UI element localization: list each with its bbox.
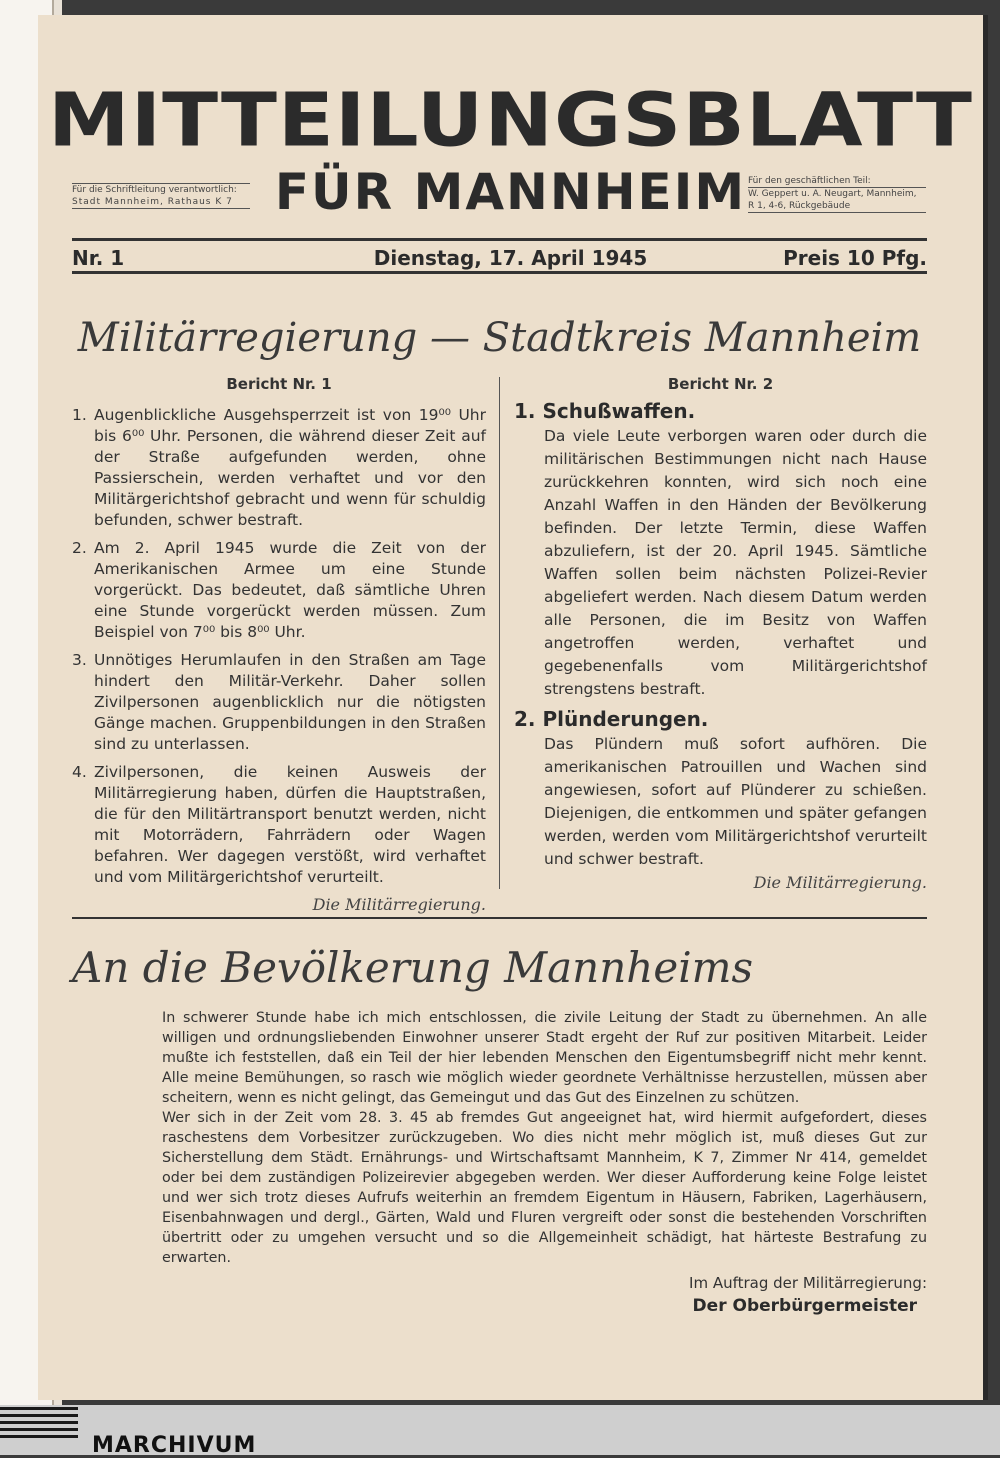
issue-rule-bottom [72, 271, 927, 274]
issue-price: Preis 10 Pfg. [783, 246, 927, 270]
logo-stripe [0, 1421, 78, 1424]
appeal-body [162, 1008, 927, 1316]
list-item [72, 762, 486, 888]
item-number: 1. [72, 406, 87, 424]
newspaper-page [38, 15, 988, 1400]
issue-date: Dienstag, 17. April 1945 [373, 246, 648, 270]
report-1-list [72, 405, 486, 888]
list-item [72, 405, 486, 531]
left-info-line-1: Für die Schriftleitung verantwortlich: [72, 185, 237, 195]
masthead-right-info [748, 175, 926, 213]
appeal-sign-line-1: Im Auftrag der Militärregierung: [689, 1274, 927, 1292]
masthead-title: MITTEILUNGSBLATT [48, 77, 973, 164]
logo-stripe [0, 1407, 78, 1410]
item-text: Zivilpersonen, die keinen Ausweis der Militärregierung haben, dürfen die Hauptstraßen, die für den Militärtransport benutzt werden, nicht mit Motorrädern, Fahrrädern oder Wagen befahren. Wer dagegen verstößt, wird verhaftet und vom Militärgerichtshof verurteilt. [94, 763, 486, 886]
report-1-signature: Die Militärregierung. [312, 895, 486, 914]
appeal-paragraph-1: In schwerer Stunde habe ich mich entschlossen, die zivile Leitung der Stadt zu übernehmen. An alle willigen und ordnungsliebenden Einwohner unserer Stadt ergeht der Ruf zur positiven Mitarbeit. Leider mußte ich feststellen, daß ein Teil der hier lebenden Menschen den Eigentumsbegriff nicht mehr kennt. Alle meine Bemühungen, so rasch wie möglich wieder geordnete Verhältnisse herzustellen, müssen aber scheitern, wenn es nicht gelingt, das Gemeingut und das Gut des Einzelnen zu schützen. [162, 1010, 927, 1106]
archive-brand: MARCHIVUM [92, 1433, 257, 1458]
logo-stripe [0, 1428, 78, 1431]
right-info-line-1: Für den geschäftlichen Teil: [748, 176, 871, 186]
report-2-title: Bericht Nr. 2 [667, 375, 774, 393]
issue-number: Nr. 1 [72, 246, 125, 270]
column-divider [499, 377, 500, 889]
item-text: Augenblickliche Ausgehsperrzeit ist von 19⁰⁰ Uhr bis 6⁰⁰ Uhr. Personen, die während dieser Zeit auf der Straße aufgefunden werden, ohne Passierschein, werden verhaftet und vor den Militärgerichtshof gebracht und wenn für schuldig befunden, schwer bestraft. [94, 406, 486, 529]
item-number: 2. [72, 539, 87, 557]
section-divider [72, 917, 927, 919]
appeal-sign-line-2: Der Oberbürgermeister [692, 1296, 917, 1316]
list-item [72, 650, 486, 755]
left-info-line-2: Stadt Mannheim, Rathaus K 7 [72, 197, 233, 207]
section-text-looting: Das Plündern muß sofort aufhören. Die amerikanischen Patrouillen und Wachen sind angewiesen, sofort auf Plünderer zu schießen. Diejenigen, die entkommen und später gefangen werden, werden vom Militärgerichtshof verurteilt und schwer bestraft. [544, 735, 927, 868]
item-number: 4. [72, 763, 87, 781]
appeal-paragraph-2: Wer sich in der Zeit vom 28. 3. 45 ab fremdes Gut angeeignet hat, wird hiermit aufgefordert, dieses raschestens dem Vorbesitzer zurückzugeben. Wo dies nicht mehr möglich ist, muß dieses Gut zur Sicherstellung dem Städt. Ernährungs- und Wirtschaftsamt Mannheim, K 7, Zimmer Nr 414, gemeldet oder bei dem zuständigen Polizeirevier abgegeben werden. Wer dieser Aufforderung keine Folge leistet und wer sich trotz dieses Aufrufs weiterhin an fremdem Eigentum in Häusern, Fabriken, Lagerhäusern, Eisenbahnwagen und dergl., Gärten, Wald und Fluren vergreift oder sonst die bestehenden Vorschriften übertritt oder zu umgehen versucht und so die Allgemeinheit schädigt, hat härteste Bestrafung zu erwarten. [162, 1110, 927, 1266]
section-title-firearms: 1. Schußwaffen. [514, 399, 696, 423]
info-rule [748, 212, 926, 213]
section-heading-population: An die Bevölkerung Mannheims [72, 943, 754, 992]
archive-footer [0, 1405, 1000, 1458]
report-1-title: Bericht Nr. 1 [226, 375, 332, 393]
item-number: 3. [72, 651, 87, 669]
logo-stripe [0, 1414, 78, 1417]
list-item [72, 538, 486, 643]
masthead-subtitle: FÜR MANNHEIM [274, 163, 747, 221]
report-2-column [514, 375, 927, 892]
logo-stripe [0, 1435, 78, 1438]
section-title-looting: 2. Plünderungen. [514, 707, 709, 731]
section-text-firearms: Da viele Leute verborgen waren oder durch die militärischen Bestimmungen nicht nach Hause zurückkehren konnten, wird sich noch eine Anzahl Waffen in den Händen der Bevölkerung befinden. Der letzte Termin, diese Waffen abzuliefern, ist der 20. April 1945. Sämtliche Waffen sollen beim nächsten Polizei-Revier abgeliefert werden. Nach diesem Datum werden alle Personen, die im Besitz von Waffen angetroffen werden, verhaftet und gegebenenfalls vom Militärgerichtshof strengstens bestraft. [544, 427, 927, 698]
item-text: Unnötiges Herumlaufen in den Straßen am Tage hindert den Militär-Verkehr. Daher sollen Zivilpersonen augenblicklich nur die nötigsten Gänge machen. Gruppenbildungen in den Straßen sind zu unterlassen. [94, 651, 486, 753]
marchivum-logo-icon [0, 1407, 78, 1453]
section-heading-military: Militärregierung — Stadtkreis Mannheim [77, 315, 922, 361]
report-2-signature: Die Militärregierung. [753, 873, 927, 892]
issue-rule-top [72, 238, 927, 241]
right-info-line-2: W. Geppert u. A. Neugart, Mannheim, [748, 189, 917, 199]
right-info-line-3: R 1, 4-6, Rückgebäude [748, 201, 851, 211]
item-text: Am 2. April 1945 wurde die Zeit von der Amerikanischen Armee um eine Stunde vorgerückt. Das bedeutet, daß sämtliche Uhren eine Stunde vorgerückt werden müssen. Zum Beispiel von 7⁰⁰ bis 8⁰⁰ Uhr. [94, 539, 486, 641]
report-1-column [72, 375, 486, 914]
